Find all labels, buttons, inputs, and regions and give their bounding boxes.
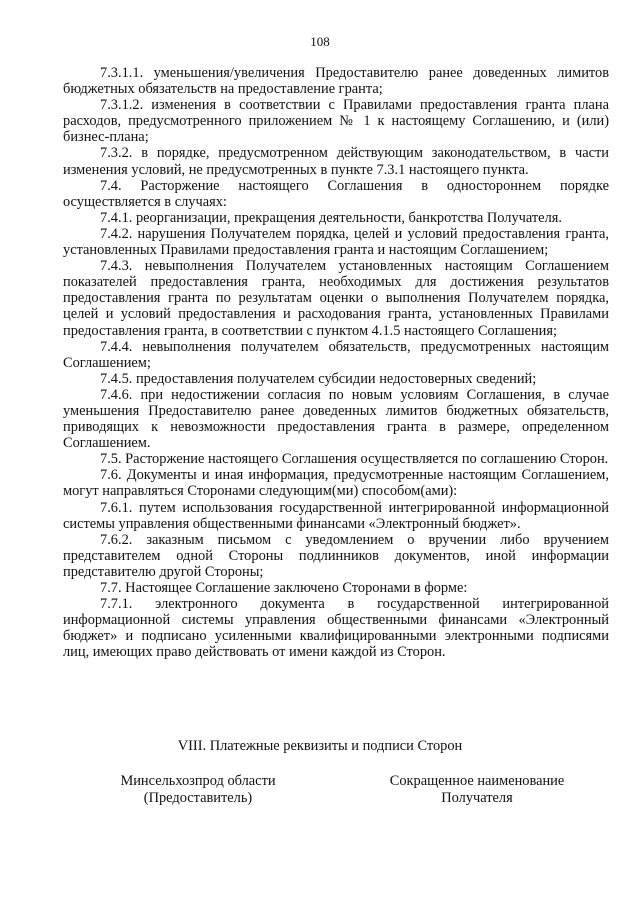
page-number: 108 bbox=[310, 34, 330, 49]
paragraph-7-6: 7.6. Документы и иная информация, предусмотренные настоящим Соглашением, могут направляться Сторонами следующим(ми) способом(ами): bbox=[63, 467, 609, 500]
signature-block-provider bbox=[78, 773, 318, 807]
provider-name: Минсельхозпрод области bbox=[120, 773, 276, 789]
paragraph-7-3-1-1: 7.3.1.1. уменьшения/увеличения Предоставителю ранее доведенных лимитов бюджетных обязательств на предоставление гранта; bbox=[63, 65, 609, 98]
paragraph-7-3-2: 7.3.2. в порядке, предусмотренном действующим законодательством, в части изменения условий, не предусмотренных в пункте 7.3.1 настоящего пункта. bbox=[63, 145, 609, 178]
paragraph-7-5: 7.5. Расторжение настоящего Соглашения осуществляется по соглашению Сторон. bbox=[100, 451, 609, 468]
paragraph-7-4-4: 7.4.4. невыполнения получателем обязательств, предусмотренных настоящим Соглашением; bbox=[63, 338, 609, 371]
paragraph-7-6-2: 7.6.2. заказным письмом с уведомлением о вручении либо вручением представителем одной Стороны подлинников документов, иной информации представителю другой Стороны; bbox=[63, 531, 609, 580]
paragraph-7-4-6: 7.4.6. при недостижении согласия по новым условиям Соглашения, в случае уменьшения Предоставителю ранее доведенных лимитов бюджетных обязательств, приводящих к невозможности предоставления гранта в размере, определенном Соглашением. bbox=[63, 386, 609, 452]
recipient-name: Сокращенное наименование bbox=[389, 773, 565, 789]
paragraph-7-3-1-2: 7.3.1.2. изменения в соответствии с Правилами предоставления гранта плана расходов, предусмотренного приложением № 1 к настоящему Соглашению, и (или) бизнес-плана; bbox=[63, 97, 609, 146]
document-body bbox=[63, 65, 609, 660]
paragraph-7-4-3: 7.4.3. невыполнения Получателем установленных настоящим Соглашением показателей предоставления гранта, необходимых для достижения результатов предоставления гранта по результатам оценки о выполнения Получателем порядка, целей и условий предоставления и расходования гранта, установленных Правилами предоставления гранта, в соответствии с пунктом 4.1.5 настоящего Соглашения; bbox=[63, 258, 609, 339]
section-heading: VIII. Платежные реквизиты и подписи Сторон bbox=[177, 738, 463, 754]
provider-role: (Предоставитель) bbox=[143, 790, 253, 806]
paragraph-7-4: 7.4. Расторжение настоящего Соглашения в одностороннем порядке осуществляется в случаях: bbox=[63, 177, 609, 210]
paragraph-7-6-1: 7.6.1. путем использования государственной интегрированной информационной системы управления общественными финансами «Электронный бюджет». bbox=[63, 499, 609, 532]
paragraph-7-7: 7.7. Настоящее Соглашение заключено Сторонами в форме: bbox=[100, 580, 468, 596]
paragraph-7-4-5: 7.4.5. предоставления получателем субсидии недостоверных сведений; bbox=[100, 370, 537, 387]
paragraph-7-4-2: 7.4.2. нарушения Получателем порядка, целей и условий предоставления гранта, установленных Правилами предоставления гранта и настоящим Соглашением; bbox=[63, 225, 609, 259]
recipient-role: Получателя bbox=[441, 790, 513, 806]
paragraph-7-4-1: 7.4.1. реорганизации, прекращения деятельности, банкротства Получателя. bbox=[100, 209, 562, 226]
signature-block-recipient bbox=[357, 773, 597, 807]
paragraph-7-7-1: 7.7.1. электронного документа в государственной интегрированной информационной системы управления общественными финансами «Электронный бюджет» и подписано усиленными квалифицированными электронными подписями лиц, имеющих право действовать от имени каждой из Сторон. bbox=[63, 596, 609, 661]
